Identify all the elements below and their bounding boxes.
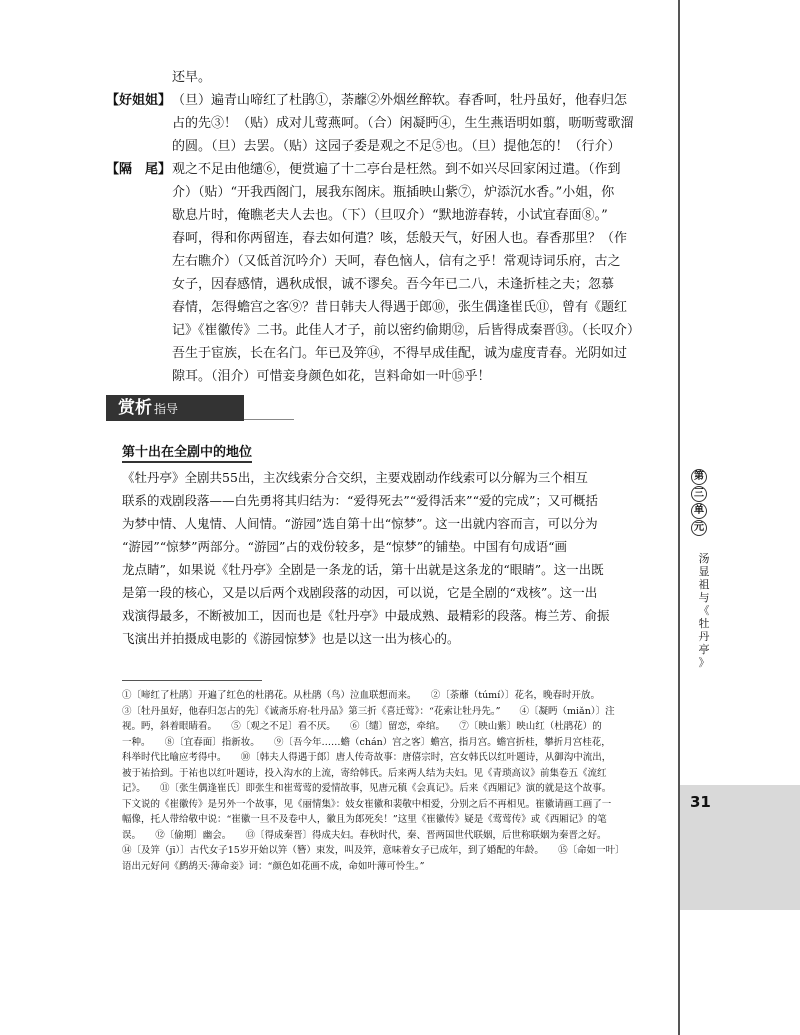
- script-text: [106, 66, 666, 388]
- aria-block: [106, 158, 666, 388]
- side-title-char: 丹: [698, 630, 710, 643]
- aria-title: 【好姐姐】: [106, 93, 172, 108]
- banner-main: 赏析: [118, 398, 152, 418]
- analysis-line: 龙点睛”，如果说《牡丹亭》全剧是一条龙的话，第十出就是这条龙的“眼睛”。这一出既: [122, 562, 604, 577]
- footnote-line: 记》。 ⑪〔张生偶逢崔氏〕即张生和崔莺莺的爱情故事，见唐元稹《会真记》。后来《西厢记》演的就是这个故事。: [122, 783, 612, 794]
- footnote-line: 科举时代比喻应考得中。 ⑩〔韩夫人得遇于郎〕唐人传奇故事：唐僖宗时，宫女韩氏以红叶题诗，从御沟中流出，: [122, 752, 612, 763]
- script-line: 介）（贴）“开我西阁门，展我东阁床。瓶插映山紫⑦，炉添沉水香。”小姐，你: [172, 185, 615, 200]
- side-title-char: 显: [698, 565, 710, 578]
- footnote-line: ⑭〔及笄（jī）〕古代女子15岁开始以笄（簪）束发，叫及笄，意味着女子已成年，到了婚配的年龄。 ⑮〔命如一叶〕: [122, 845, 625, 856]
- section-heading: 第十出在全剧中的地位: [122, 441, 252, 463]
- script-line: 左右瞧介）（又低首沉吟介）天呵，春色恼人，信有之乎！常观诗词乐府，古之: [172, 254, 621, 269]
- analysis-line: 飞演出并拍摄成电影的《游园惊梦》也是以这一出为核心的。: [122, 631, 460, 646]
- unit-char: 第: [691, 469, 707, 485]
- analysis-line: “游园”“惊梦”两部分。“游园”占的戏份较多，是“惊梦”的铺垫。中国有句成语“画: [122, 539, 568, 554]
- section-banner: [106, 395, 244, 421]
- footnote-line: 视。眄，斜着眼睛看。 ⑤〔观之不足〕看不厌。 ⑥〔缱〕留恋，牵绾。 ⑦〔映山紫〕映山红（杜鹃花）的: [122, 721, 602, 732]
- footnote-line: 误。 ⑫〔偷期〕幽会。 ⑬〔得成秦晋〕得成夫妇。春秋时代，秦、晋两国世代联姻，后世称联姻为秦晋之好。: [122, 829, 607, 841]
- banner-rule: [244, 419, 294, 420]
- script-line: 女子，因春感情，遇秋成恨，诚不谬矣。吾今年已二八，未逢折桂之夫；忽慕: [172, 277, 615, 292]
- unit-tag: [689, 468, 709, 537]
- footnote-line: ①〔啼红了杜鹃〕开遍了红色的杜鹃花。从杜鹃（鸟）泣血联想而来。 ②〔荼蘼（túmí）〕花名，晚春时开放。: [122, 690, 600, 701]
- footnote-line: 一种。 ⑧〔宜春面〕指新妆。 ⑨〔吾今年……蟾（chán）宫之客〕蟾宫，指月宫。蟾宫折桂，攀折月宫桂花，: [122, 736, 611, 748]
- footnote-line: 下文说的《崔徽传》是另外一个故事，见《丽情集》：妓女崔徽和裴敬中相爱，分别之后不再相见。崔徽请画工画了一: [122, 798, 612, 810]
- script-line: 的圆。（旦）去罢。（贴）这园子委是观之不足⑤也。（旦）提他怎的！（行介）: [172, 139, 621, 154]
- script-line: 吾生于宦族，长在名门。年已及笄⑭，不得早成佳配，诚为虚度青春。光阴如过: [172, 346, 628, 361]
- side-title-char: 《: [698, 604, 710, 617]
- unit-char: 三: [691, 486, 707, 502]
- side-running-title: [697, 552, 711, 669]
- footnote-line: 幅像，托人带给敬中说：“崔徽一旦不及卷中人，徽且为郎死矣！”这里《崔徽传》疑是《莺莺传》或《西厢记》的笔: [122, 814, 607, 825]
- side-title-char: 》: [698, 656, 710, 669]
- script-line: 春情，怎得蟾宫之客⑨？昔日韩夫人得遇于郎⑩，张生偶逢崔氏⑪，曾有《题红: [172, 300, 628, 315]
- analysis-line: 为梦中情、人鬼情、人间情。“游园”选自第十出“惊梦”。这一出就内容而言，可以分为: [122, 516, 598, 531]
- side-title-char: 祖: [698, 578, 710, 591]
- footnote-line: 语出元好问《鹧鸪天·薄命妾》词：“颜色如花画不成，命如叶薄可怜生。”: [122, 860, 425, 872]
- side-title-char: 牡: [698, 617, 710, 630]
- analysis-paragraph: [122, 466, 667, 650]
- script-line: 隙耳。（泪介）可惜妾身颜色如花，岂料命如一叶⑮乎！: [172, 369, 491, 384]
- analysis-line: 是第一段的核心，又是以后两个戏剧段落的动因，可以说，它是全剧的“戏核”。这一出: [122, 585, 598, 600]
- analysis-line: 联系的戏剧段落——白先勇将其归结为：“爱得死去”“爱得活来”“爱的完成”；又可概括: [122, 493, 598, 508]
- footnotes: [122, 688, 667, 874]
- script-line: 记》《崔徽传》二书。此佳人才子，前以密约偷期⑫，后皆得成秦晋⑬。（长叹介）: [172, 323, 641, 338]
- footnote-line: 被于祐拾到。于祐也以红叶题诗，投入沟水的上流，寄给韩氏。后来两人结为夫妇。见《青琐高议》前集卷五《流红: [122, 767, 607, 779]
- script-line: 观之不足由他缱⑥，便赏遍了十二亭台是枉然。到不如兴尽回家闲过遣。（作到: [172, 162, 621, 177]
- banner-sub: 指导: [154, 402, 179, 416]
- script-line: 歇息片时，俺瞧老夫人去也。（下）（旦叹介）“默地游春转，小试宜春面⑧。”: [172, 208, 608, 223]
- script-line: 还早。: [172, 70, 212, 85]
- side-title-char: 汤: [698, 552, 710, 565]
- aria-title: 【隔 尾】: [106, 162, 172, 177]
- script-line: 占的先③！（贴）成对儿莺燕呵。（合）闲凝眄④，生生燕语明如翦，呖呖莺歌溜: [172, 116, 634, 131]
- footnote-rule: [122, 680, 262, 681]
- analysis-line: 《牡丹亭》全剧共55出，主次线索分合交织，主要戏剧动作线索可以分解为三个相互: [122, 470, 588, 485]
- footnote-line: ③〔牡丹虽好，他春归怎占的先〕《诚斋乐府·牡丹品》第三折《喜迁莺》：“花索让牡丹先。” ④〔凝眄（miǎn）〕注: [122, 705, 615, 717]
- side-title-char: 亭: [698, 643, 710, 656]
- script-line: （旦）遍青山啼红了杜鹃①，荼蘼②外烟丝醉软。春香呵，牡丹虽好，他春归怎: [172, 93, 628, 108]
- script-line: 春呵，得和你两留连，春去如何遣？咳，恁般天气，好困人也。春香那里？（作: [172, 231, 628, 246]
- aria-block: [106, 89, 666, 158]
- side-title-char: 与: [698, 591, 710, 604]
- unit-char: 元: [691, 520, 707, 536]
- unit-char: 单: [691, 503, 707, 519]
- analysis-line: 戏演得最多，不断被加工，因而也是《牡丹亭》中最成熟、最精彩的段落。梅兰芳、俞振: [122, 608, 610, 623]
- page-number: 31: [690, 793, 711, 811]
